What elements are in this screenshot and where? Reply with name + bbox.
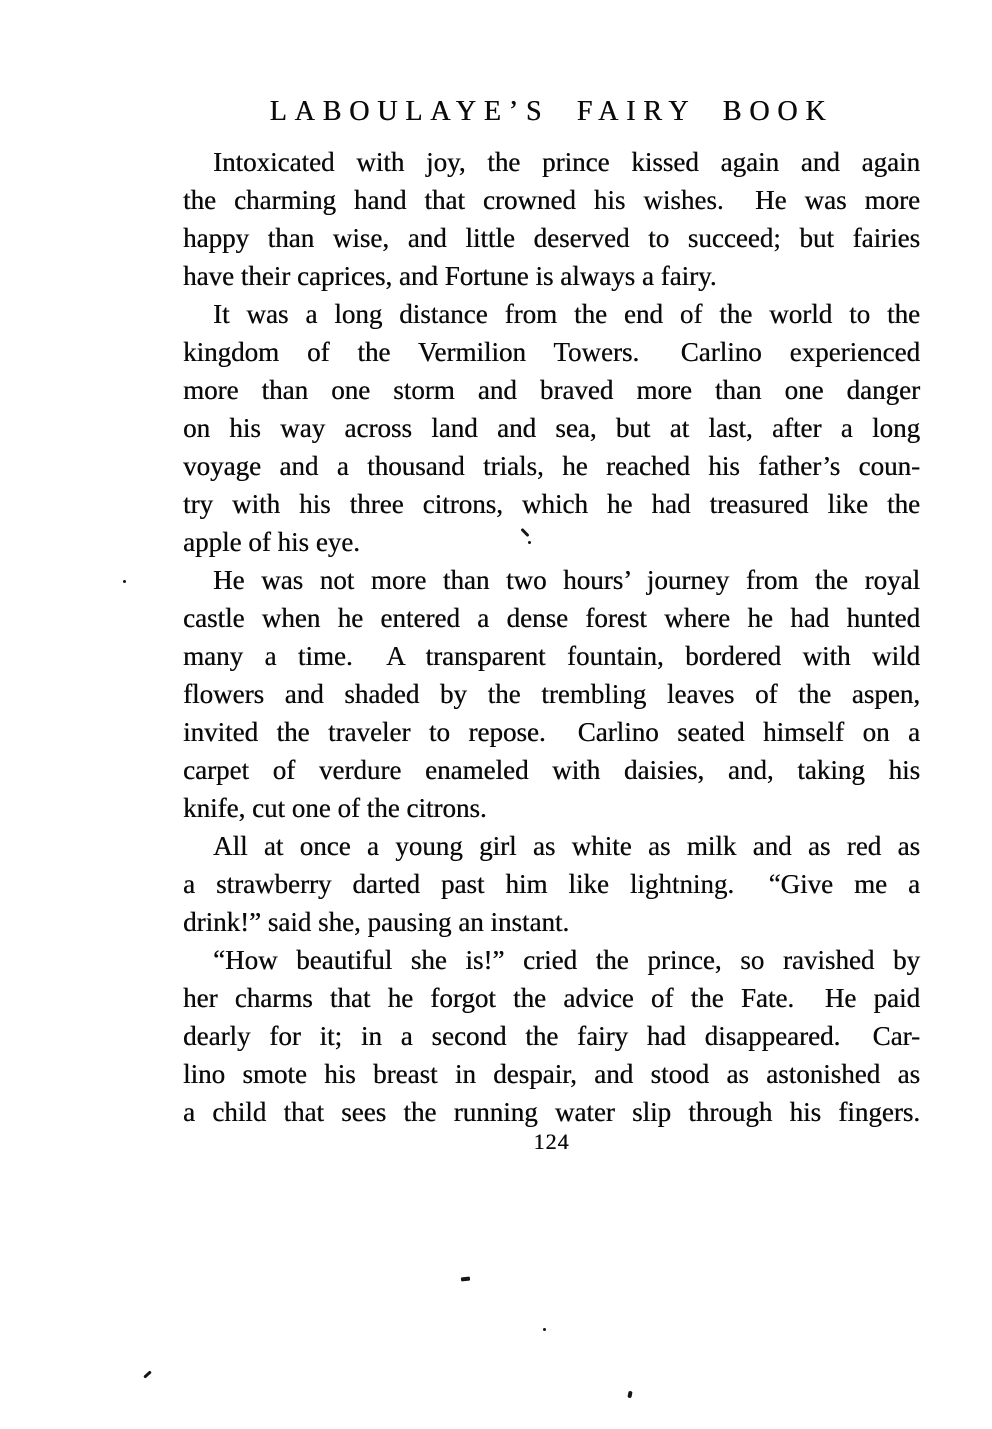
text-line: dearly for it; in a second the fairy had disappeared. Car- [183, 1021, 920, 1051]
text-line: It was a long distance from the end of the world to the [213, 299, 920, 329]
text-line: drink!” said she, pausing an instant. [183, 907, 570, 937]
text-line: knife, cut one of the citrons. [183, 793, 487, 823]
running-head-title: LABOULAYE’S FAIRY BOOK [269, 96, 834, 127]
paragraph [183, 827, 920, 941]
text-line: have their caprices, and Fortune is always a fairy. [183, 261, 717, 291]
paragraph [183, 941, 920, 1131]
text-line: Intoxicated with joy, the prince kissed again and again [213, 147, 920, 177]
text-line: He was not more than two hours’ journey from the royal [213, 565, 920, 595]
text-block [183, 143, 920, 1131]
text-line: All at once a young girl as white as milk and as red as [213, 831, 920, 861]
text-line: kingdom of the Vermilion Towers. Carlino experienced [183, 337, 920, 367]
text-line: on his way across land and sea, but at last, after a long [183, 413, 920, 443]
scan-speck [123, 580, 126, 583]
text-line: try with his three citrons, which he had treasured like the [183, 489, 920, 519]
scan-speck [543, 1328, 546, 1331]
scan-speck [461, 1277, 470, 1282]
text-line: voyage and a thousand trials, he reached his father’s coun- [183, 451, 920, 481]
paragraph [183, 143, 920, 295]
text-line: carpet of verdure enameled with daisies, and, taking his [183, 755, 920, 785]
scan-speck [143, 1370, 152, 1378]
page-number: 124 [533, 1129, 570, 1154]
text-line: castle when he entered a dense forest where he had hunted [183, 603, 920, 633]
text-line: a strawberry darted past him like lightning. “Give me a [183, 869, 920, 899]
text-line: more than one storm and braved more than one danger [183, 375, 920, 405]
scan-speck [528, 541, 531, 544]
text-line: her charms that he forgot the advice of the Fate. He paid [183, 983, 920, 1013]
text-line: happy than wise, and little deserved to succeed; but fairies [183, 223, 920, 253]
paragraph [183, 295, 920, 561]
text-line: “How beautiful she is!” cried the prince, so ravished by [213, 945, 920, 975]
text-line: flowers and shaded by the trembling leaves of the aspen, [183, 679, 920, 709]
text-line: a child that sees the running water slip through his fingers. [183, 1097, 920, 1127]
scan-speck [627, 1391, 632, 1399]
text-line: the charming hand that crowned his wishes. He was more [183, 185, 920, 215]
text-line: apple of his eye. [183, 527, 360, 557]
paragraph [183, 561, 920, 827]
text-line: many a time. A transparent fountain, bordered with wild [183, 641, 920, 671]
text-line: lino smote his breast in despair, and stood as astonished as [183, 1059, 920, 1089]
text-line: invited the traveler to repose. Carlino seated himself on a [183, 717, 920, 747]
